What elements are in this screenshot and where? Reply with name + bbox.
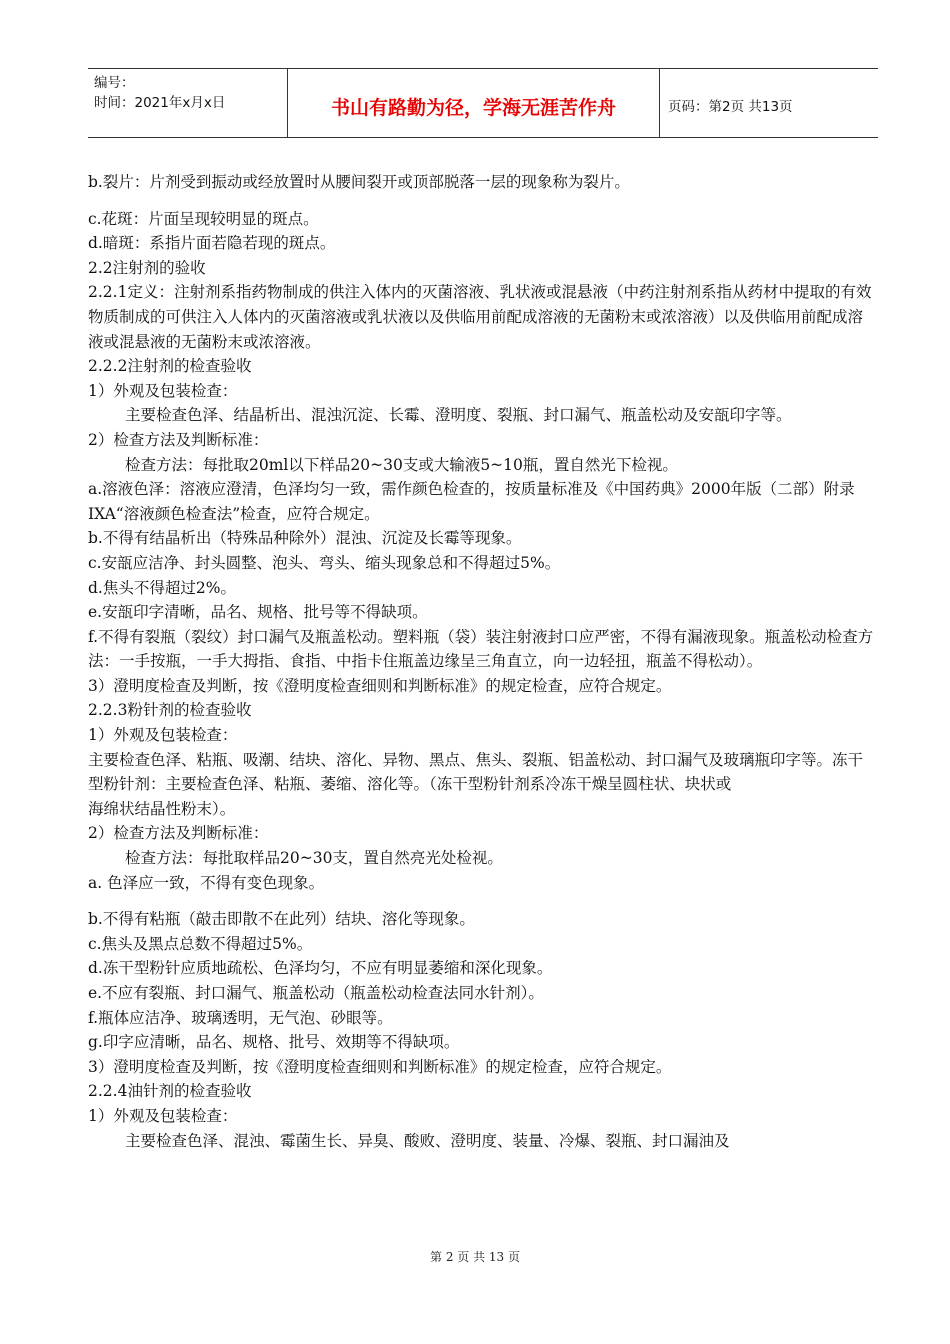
paragraph: d.冻干型粉针应质地疏松、色泽均匀，不应有明显萎缩和深化现象。 [88, 959, 553, 978]
paragraph: d.暗斑：系指片面若隐若现的斑点。 [88, 234, 336, 253]
paragraph: c.焦头及黑点总数不得超过5%。 [88, 934, 313, 953]
paragraph: e.不应有裂瓶、封口漏气、瓶盖松动（瓶盖松动检查法同水针剂）。 [88, 984, 544, 1002]
paragraph: 检查方法：每批取样品20~30支，置自然亮光处检视。 [125, 849, 503, 868]
paragraph: 3）澄明度检查及判断，按《澄明度检查细则和判断标准》的规定检查，应符合规定。 [88, 1057, 672, 1076]
paragraph: 主要检查色泽、结晶析出、混浊沉淀、长霉、澄明度、裂瓶、封口漏气、瓶盖松动及安瓿印字等。 [125, 406, 792, 425]
paragraph: 1）外观及包装检查： [88, 1106, 238, 1125]
paragraph: 主要检查色泽、粘瓶、吸潮、结块、溶化、异物、黑点、焦头、裂瓶、铝盖松动、封口漏气及玻璃瓶印字等。冻干型粉针剂：主要检查色泽、粘瓶、萎缩、溶化等。（冻干型粉针剂系冷冻干燥呈圆柱状、块状或 [88, 750, 864, 794]
document-time-label: 时间：2021年x月x日 [94, 95, 226, 111]
page-header [88, 68, 878, 138]
paragraph: b.不得有结晶析出（特殊品种除外）混浊、沉淀及长霉等现象。 [88, 529, 522, 548]
paragraph: d.焦头不得超过2%。 [88, 578, 236, 597]
paragraph: 主要检查色泽、混浊、霉菌生长、异臭、酸败、澄明度、装量、冷爆、裂瓶、封口漏油及 [125, 1131, 730, 1150]
section-heading: 2.2.4油针剂的检查验收 [88, 1082, 252, 1101]
document-number-label: 编号： [94, 75, 135, 91]
paragraph: b.裂片：片剂受到振动或经放置时从腰间裂开或顶部脱落一层的现象称为裂片。 [88, 173, 630, 191]
paragraph: 1）外观及包装检查： [88, 381, 238, 400]
paragraph: 2）检查方法及判断标准： [88, 430, 269, 449]
paragraph: f.瓶体应洁净、玻璃透明，无气泡、砂眼等。 [88, 1008, 393, 1027]
paragraph: 2）检查方法及判断标准： [88, 824, 269, 843]
paragraph: c.安瓿应洁净、封头圆整、泡头、弯头、缩头现象总和不得超过5%。 [88, 553, 561, 572]
paragraph: 海绵状结晶性粉末）。 [88, 799, 236, 818]
paragraph: 2.2.1定义：注射剂系指药物制成的供注入体内的灭菌溶液、乳状液或混悬液（中药注射剂系指从药材中提取的有效物质制成的可供注入人体内的灭菌溶液或乳状液以及供临用前配成溶液的无菌粉末或浓溶液）以及供临用前配成溶液或混悬液的无菌粉末或浓溶液。 [88, 283, 872, 351]
section-heading: 2.2注射剂的验收 [88, 258, 206, 277]
header-page-number: 页码：第2页 共13页 [668, 99, 793, 115]
paragraph: a.溶液色泽：溶液应澄清，色泽均匀一致，需作颜色检查的，按质量标准及《中国药典》2000年版（二部）附录IXA“溶液颜色检查法”检查，应符合规定。 [88, 480, 855, 523]
paragraph: a. 色泽应一致，不得有变色现象。 [88, 873, 325, 892]
paragraph: b.不得有粘瓶（敲击即散不在此列）结块、溶化等现象。 [88, 910, 475, 929]
header-motto: 书山有路勤为径，学海无涯苦作舟 [288, 69, 660, 137]
paragraph: 检查方法：每批取20ml以下样品20~30支或大输液5~10瓶，置自然光下检视。 [125, 455, 678, 474]
section-heading: 2.2.3粉针剂的检查验收 [88, 701, 252, 720]
header-meta [88, 69, 288, 137]
section-heading: 2.2.2注射剂的检查验收 [88, 357, 252, 376]
page-footer: 第 2 页 共 13 页 [430, 1250, 520, 1264]
document-body [88, 170, 878, 1153]
paragraph: 1）外观及包装检查： [88, 726, 238, 745]
paragraph: f.不得有裂瓶（裂纹）封口漏气及瓶盖松动。塑料瓶（袋）装注射液封口应严密，不得有漏液现象。瓶盖松动检查方法：一手按瓶，一手大拇指、食指、中指卡住瓶盖边缘呈三角直立，向一边轻扭，瓶盖不得松动）。 [88, 627, 874, 671]
paragraph: 3）澄明度检查及判断，按《澄明度检查细则和判断标准》的规定检查，应符合规定。 [88, 676, 672, 695]
paragraph: e.安瓿印字清晰，品名、规格、批号等不得缺项。 [88, 603, 428, 622]
paragraph: c.花斑：片面呈现较明显的斑点。 [88, 209, 319, 228]
paragraph: g.印字应清晰，品名、规格、批号、效期等不得缺项。 [88, 1033, 460, 1052]
